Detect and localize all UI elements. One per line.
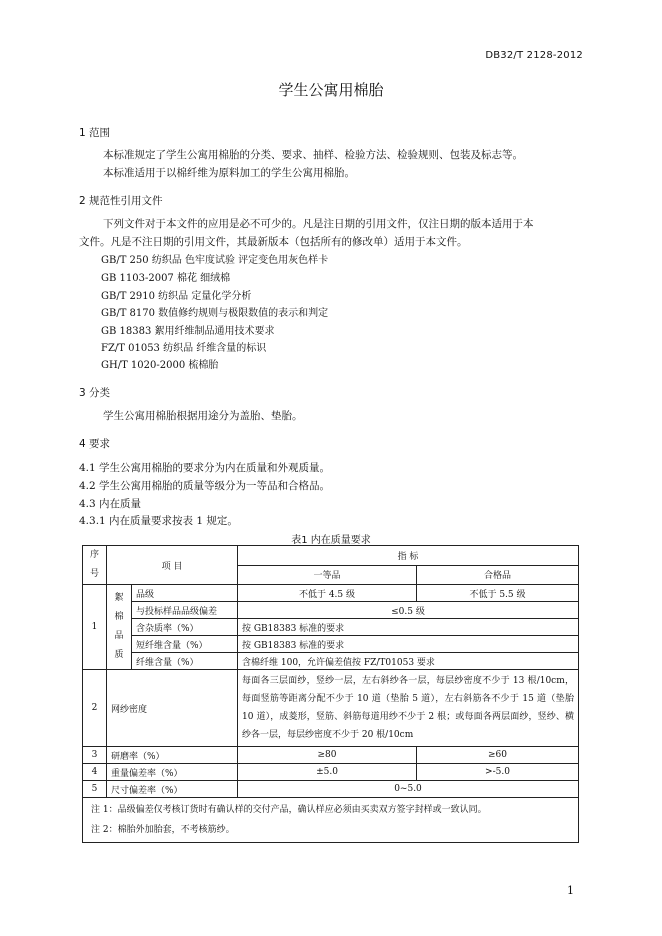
reference-item: GB/T 250 纺织品 色牢度试验 评定变色用灰色样卡 <box>101 255 329 266</box>
row-seq: 4 <box>83 764 107 781</box>
table-row <box>83 781 579 798</box>
row-seq: 2 <box>83 670 107 747</box>
reference-item: GB/T 8170 数值修约规则与极限数值的表示和判定 <box>101 308 329 319</box>
section-2-heading: 2 规范性引用文件 <box>79 195 163 207</box>
section-3-heading: 3 分类 <box>79 387 111 399</box>
header-index: 指 标 <box>238 546 579 566</box>
table-row <box>83 764 579 781</box>
table-caption: 表1 内在质量要求 <box>291 535 371 546</box>
header-qualified: 合格品 <box>417 565 579 585</box>
row-qualified-value: 不低于 5.5 级 <box>417 585 579 602</box>
clause-4-1: 4.1 学生公寓用棉胎的要求分为内在质量和外观质量。 <box>79 462 331 474</box>
section-1-heading: 1 范围 <box>79 127 111 139</box>
table-note-1: 注 1：品级偏差仅考核订货时有确认样的交付产品，确认样应必须由买卖双方签字封样或一致认同。 <box>91 805 487 815</box>
section-1-para-2: 本标准适用于以棉纤维为原料加工的学生公寓用棉胎。 <box>103 167 355 179</box>
row-first-grade-value: ≥80 <box>238 747 417 764</box>
row-item-name: 含杂质率（%） <box>132 619 238 636</box>
header-seq: 序号 <box>83 546 107 585</box>
table-note-2: 注 2：棉胎外加胎套，不考核筋纱。 <box>91 825 235 835</box>
table-row <box>83 602 579 619</box>
clause-4-3: 4.3 内在质量 <box>79 498 142 510</box>
row-item-name: 纤维含量（%） <box>132 653 238 670</box>
table-row <box>83 670 579 747</box>
row-item-name: 尺寸偏差率（%） <box>107 781 238 798</box>
section-4-heading: 4 要求 <box>79 438 111 450</box>
clause-4-2: 4.2 学生公寓用棉胎的质量等级分为一等品和合格品。 <box>79 480 331 492</box>
row-item-name: 研磨率（%） <box>107 747 238 764</box>
row-value: 按 GB18383 标准的要求 <box>238 619 579 636</box>
table-row <box>83 585 579 602</box>
clause-4-3-1: 4.3.1 内在质量要求按表 1 规定。 <box>79 515 238 527</box>
reference-item: GB/T 2910 纺织品 定量化学分析 <box>101 291 252 302</box>
row-value: 含棉纤维 100，允许偏差值按 FZ/T01053 要求 <box>238 653 579 670</box>
row-seq: 5 <box>83 781 107 798</box>
row-value: 每面各三层面纱，竖纱一层，左右斜纱各一层，每层纱密度不少于 13 根/10cm，每面竖筋等距离分配不少于 10 道（垫胎 5 道），左右斜筋各不少于 15 道（垫胎 10 道），成菱形，竖筋、斜筋每道用纱不少于 2 根；或每面各两层面纱，竖纱、横纱各一层，每层纱密度不少于 20 根/10cm <box>238 670 579 747</box>
table-row <box>83 653 579 670</box>
table-notes <box>83 798 579 843</box>
quality-requirements-table <box>82 545 579 843</box>
header-first-grade: 一等品 <box>238 565 417 585</box>
table-row <box>83 619 579 636</box>
row-value: 按 GB18383 标准的要求 <box>238 636 579 653</box>
table-header-row <box>83 546 579 566</box>
row-first-grade-value: 不低于 4.5 级 <box>238 585 417 602</box>
section-2-para-line-1: 下列文件对于本文件的应用是必不可少的。凡是注日期的引用文件，仅注日期的版本适用于本 <box>103 218 534 230</box>
row-item-name: 与投标样品品级偏差 <box>132 602 238 619</box>
row-group-label: 絮棉品质 <box>107 585 132 670</box>
row-seq: 1 <box>83 585 107 670</box>
row-value: ≤0.5 级 <box>238 602 579 619</box>
reference-item: GH/T 1020-2000 梳棉胎 <box>101 360 219 371</box>
table-notes-row <box>83 798 579 843</box>
header-item: 项 目 <box>107 546 238 585</box>
section-2-para-line-2: 文件。凡是不注日期的引用文件，其最新版本（包括所有的修改单）适用于本文件。 <box>79 236 468 248</box>
table-row <box>83 747 579 764</box>
row-item-name: 品级 <box>132 585 238 602</box>
row-item-name: 重量偏差率（%） <box>107 764 238 781</box>
page-number: 1 <box>567 884 574 897</box>
row-qualified-value: >-5.0 <box>417 764 579 781</box>
table-row <box>83 636 579 653</box>
row-seq: 3 <box>83 747 107 764</box>
row-qualified-value: ≥60 <box>417 747 579 764</box>
document-title: 学生公寓用棉胎 <box>278 81 384 99</box>
section-1-para-1: 本标准规定了学生公寓用棉胎的分类、要求、抽样、检验方法、检验规则、包装及标志等。 <box>103 149 523 161</box>
row-item-name: 网纱密度 <box>107 670 238 747</box>
section-3-para: 学生公寓用棉胎根据用途分为盖胎、垫胎。 <box>103 410 303 422</box>
row-item-name: 短纤维含量（%） <box>132 636 238 653</box>
row-first-grade-value: ±5.0 <box>238 764 417 781</box>
reference-item: GB 18383 絮用纤维制品通用技术要求 <box>101 326 275 337</box>
document-code: DB32/T 2128-2012 <box>485 50 583 61</box>
reference-item: FZ/T 01053 纺织品 纤维含量的标识 <box>101 343 267 354</box>
reference-item: GB 1103-2007 棉花 细绒棉 <box>101 273 231 284</box>
row-value: 0~5.0 <box>238 781 579 798</box>
